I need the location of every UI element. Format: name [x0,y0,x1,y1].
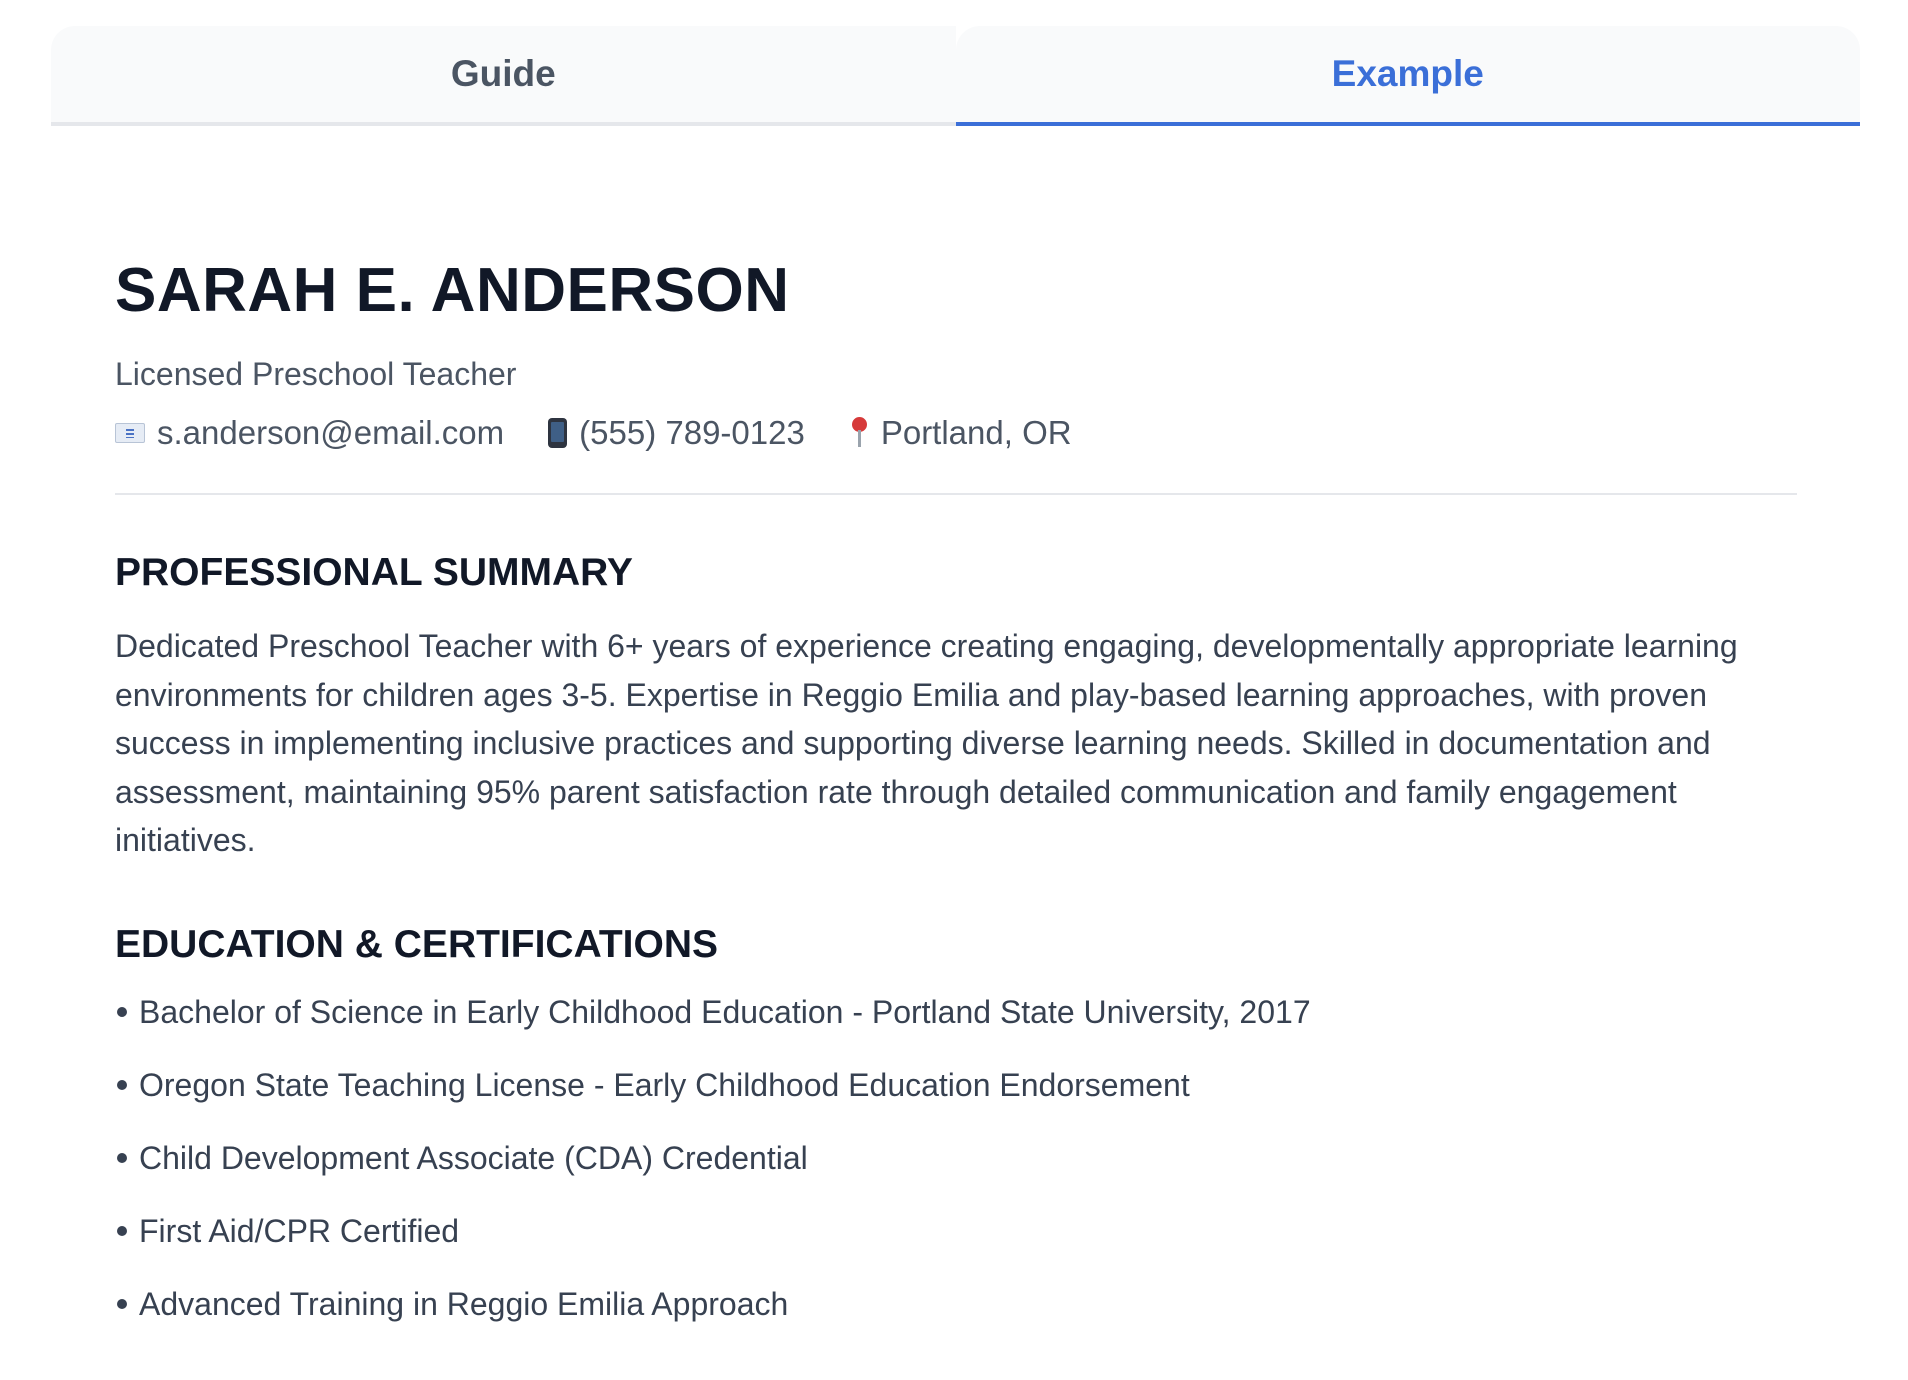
bullet-icon [117,1299,127,1309]
bullet-icon [117,1153,127,1163]
list-item: Oregon State Teaching License - Early Childhood Education Endorsement [115,1067,1797,1103]
location-pin-icon [849,417,869,449]
bullet-icon [117,1080,127,1090]
tab-guide[interactable]: Guide [51,26,956,126]
summary-text: Dedicated Preschool Teacher with 6+ years of experience creating engaging, developmentally appropriate learning environments for children ages 3-5. Expertise in Reggio Emilia and play-based learning approaches, with proven success in implementing inclusive practices and supporting diverse learning needs. Skilled in documentation and assessment, maintaining 95% parent satisfaction rate through detailed communication and family engagement initiatives. [115,628,1738,858]
list-item: First Aid/CPR Certified [115,1213,1797,1249]
resume-title: Licensed Preschool Teacher [115,356,517,392]
bullet-icon [117,1226,127,1236]
list-item: Child Development Associate (CDA) Credential [115,1140,1797,1176]
phone-text: (555) 789-0123 [579,414,805,451]
education-list [115,994,1797,1322]
tab-bar [51,26,1860,126]
location-text: Portland, OR [880,414,1072,451]
resume-name: SARAH E. ANDERSON [115,256,790,325]
contact-phone [548,416,805,449]
education-heading: EDUCATION & CERTIFICATIONS [115,922,719,966]
contact-info [115,416,1797,449]
envelope-icon [115,423,145,443]
header-divider [115,493,1797,495]
email-text: s.anderson@email.com [157,414,505,451]
mobile-phone-icon [548,418,567,448]
summary-heading: PROFESSIONAL SUMMARY [115,551,633,594]
contact-email [115,416,504,449]
resume-document [115,256,1797,1359]
tab-example[interactable]: Example [956,26,1861,126]
contact-location [849,416,1072,449]
list-item: Advanced Training in Reggio Emilia Approach [115,1286,1797,1322]
bullet-icon [117,1007,127,1017]
list-item: Bachelor of Science in Early Childhood Education - Portland State University, 2017 [115,994,1797,1030]
